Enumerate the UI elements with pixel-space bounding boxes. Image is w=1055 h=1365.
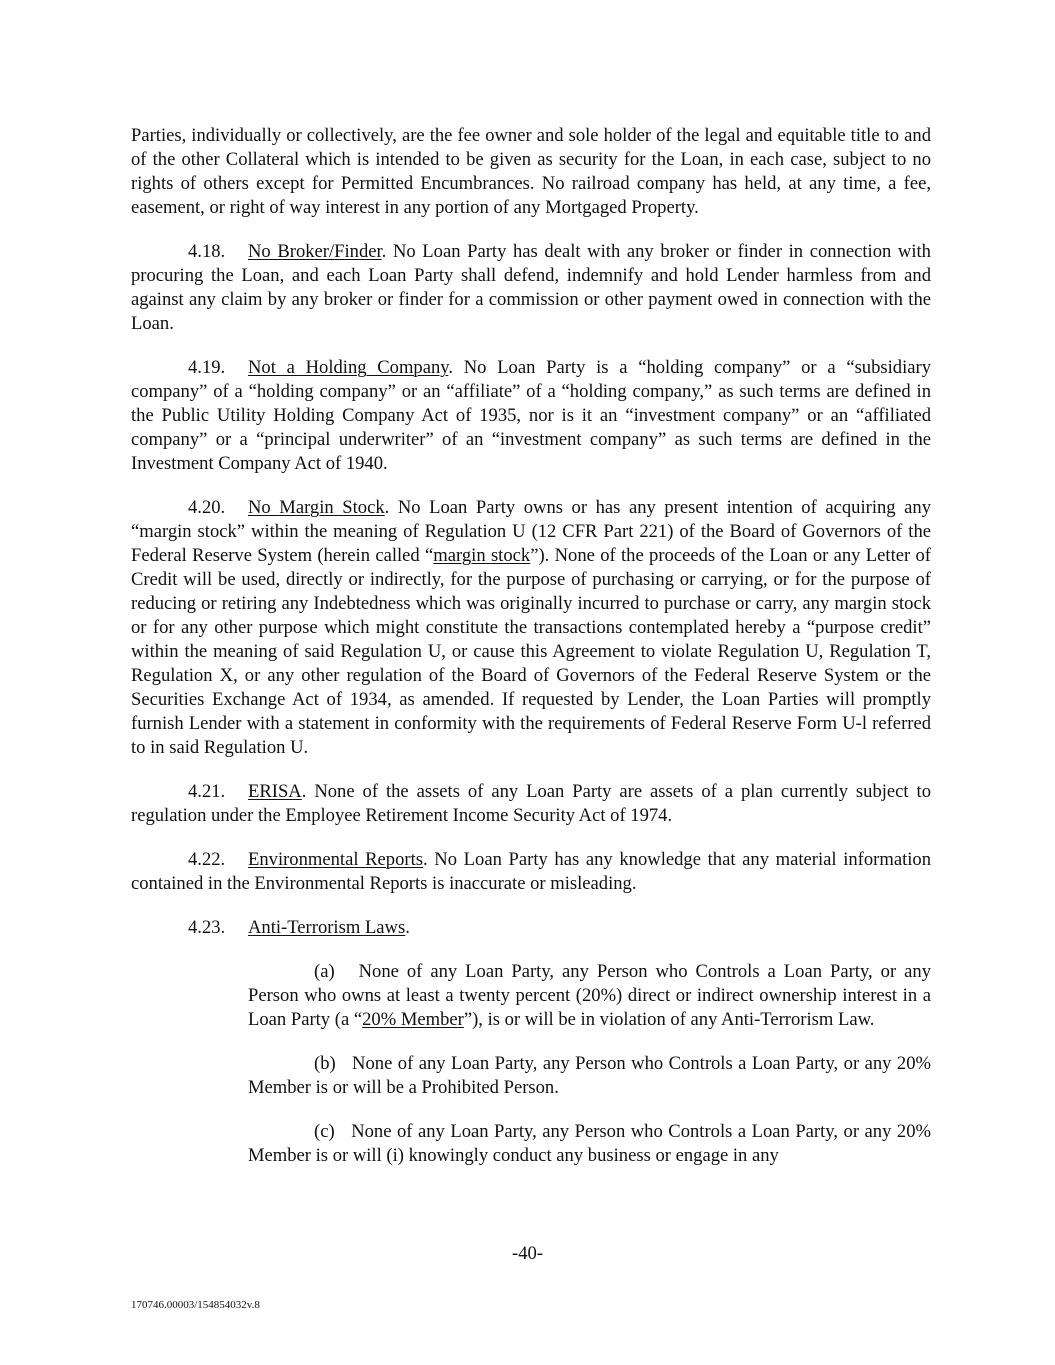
subsection-4-23-a xyxy=(248,960,931,1032)
section-text: . No Loan Party is a “holding company” or a “subsidiary company” of a “holding company” or an “affiliate” of a “holding company,” as such terms are defined in the Public Utility Holding Company Act of 1935, nor is it an “investment company” or an “affiliated company” or a “principal underwriter” of an “investment company” as such terms are defined in the Investment Company Act of 1940. xyxy=(131,357,932,474)
section-number: 4.18. xyxy=(188,241,226,262)
section-number: 4.20. xyxy=(188,497,226,518)
subsection-text-continued: ”), is or will be in violation of any Anti-Terrorism Law. xyxy=(463,1009,875,1030)
section-text: . None of the assets of any Loan Party are assets of a plan currently subject to regulation under the Employee Retirement Income Security Act of 1974. xyxy=(131,781,931,826)
section-4-19 xyxy=(131,356,931,476)
subsection-label: (a) xyxy=(314,961,335,982)
section-number: 4.19. xyxy=(188,357,226,378)
section-4-21 xyxy=(131,780,931,828)
section-heading: Anti-Terrorism Laws xyxy=(248,917,406,938)
section-text-continued: ”). None of the proceeds of the Loan or any Letter of Credit will be used, directly or indirectly, for the purpose of purchasing or carrying, or for the purpose of reducing or retiring any Indebtedness which was originally incurred to purchase or carry, any margin stock or for any other purpose which might constitute the transactions contemplated hereby a “purpose credit” within the meaning of said Regulation U, or cause this Agreement to violate Regulation U, Regulation T, Regulation X, or any other regulation of the Board of Governors of the Federal Reserve System or the Securities Exchange Act of 1934, as amended. If requested by Lender, the Loan Parties will promptly furnish Lender with a statement in conformity with the requirements of Federal Reserve Form U-l referred to in said Regulation U. xyxy=(131,545,931,758)
section-text: . xyxy=(405,917,410,938)
intro-paragraph: Parties, individually or collectively, are the fee owner and sole holder of the legal and equitable title to and of the other Collateral which is intended to be given as security for the Loan, in each case, subject to no rights of others except for Permitted Encumbrances. No railroad company has held, at any time, a fee, easement, or right of way interest in any portion of any Mortgaged Property. xyxy=(131,125,931,218)
section-number: 4.21. xyxy=(188,781,226,802)
subsection-text: None of any Loan Party, any Person who Controls a Loan Party, or any 20% Member is or will be a Prohibited Person. xyxy=(248,1053,931,1098)
section-4-18 xyxy=(131,240,931,336)
section-4-23 xyxy=(131,916,931,940)
subsection-4-23-c xyxy=(248,1120,931,1168)
section-4-20 xyxy=(131,496,931,760)
section-text: . No Loan Party owns or has any present intention of acquiring any “margin stock” within the meaning of Regulation U (12 CFR Part 221) of the Board of Governors of the Federal Reserve System (herein called “ xyxy=(131,497,931,566)
subsection-label: (c) xyxy=(314,1121,335,1142)
section-heading: ERISA xyxy=(248,781,302,802)
subsection-4-23-b xyxy=(248,1052,931,1100)
section-heading: Not a Holding Company xyxy=(248,357,449,378)
section-text: . No Loan Party has any knowledge that any material information contained in the Environmental Reports is inaccurate or misleading. xyxy=(131,849,931,894)
subsection-text: None of any Loan Party, any Person who Controls a Loan Party, or any 20% Member is or will (i) knowingly conduct any business or engage in any xyxy=(248,1121,931,1166)
section-number: 4.23. xyxy=(188,917,226,938)
subsection-text: None of any Loan Party, any Person who Controls a Loan Party, or any Person who owns at least a twenty percent (20%) direct or indirect ownership interest in a Loan Party (a “ xyxy=(248,961,931,1030)
section-4-22 xyxy=(131,848,931,896)
document-body xyxy=(131,124,931,1188)
section-text: . No Loan Party has dealt with any broker or finder in connection with procuring the Loan, and each Loan Party shall defend, indemnify and hold Lender harmless from and against any claim by any broker or finder for a commission or other payment owed in connection with the Loan. xyxy=(131,241,931,334)
subsection-label: (b) xyxy=(314,1053,336,1074)
page-number: -40- xyxy=(512,1243,543,1264)
document-id: 170746.00003/154854032v.8 xyxy=(131,1299,260,1311)
section-heading: No Broker/Finder xyxy=(248,241,382,262)
defined-term: 20% Member xyxy=(362,1009,464,1030)
section-number: 4.22. xyxy=(188,849,226,870)
defined-term: margin stock xyxy=(433,545,531,566)
section-heading: Environmental Reports xyxy=(248,849,423,870)
section-heading: No Margin Stock xyxy=(248,497,385,518)
